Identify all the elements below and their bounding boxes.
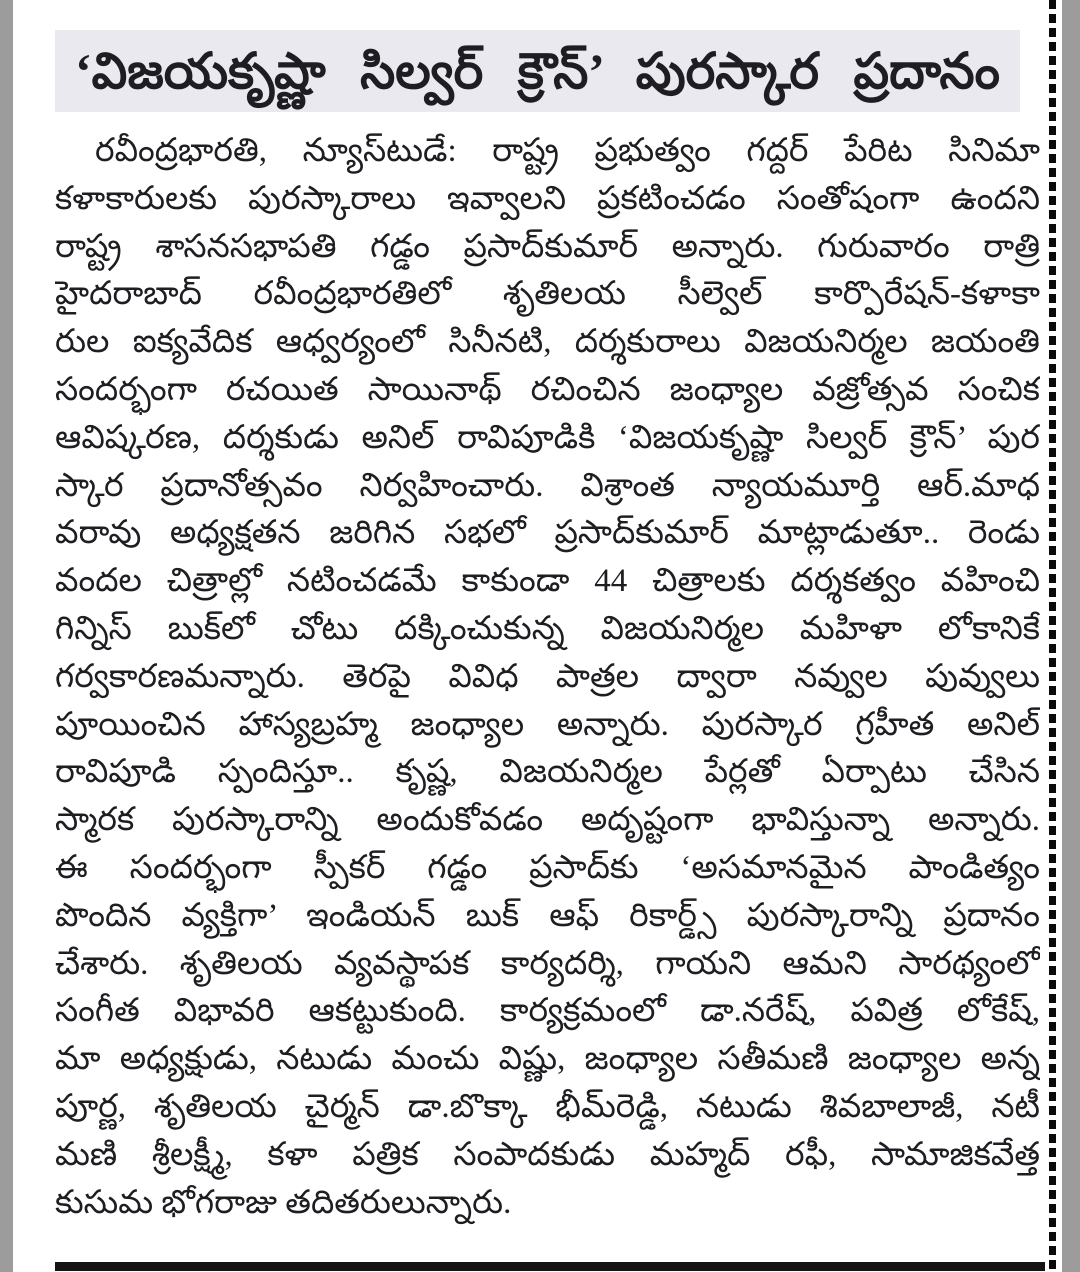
body-line: వరావు అధ్యక్షతన జరిగిన సభలో ప్రసాద్‌కుమార్ మాట్లాడుతూ.. రెండు bbox=[55, 515, 1040, 552]
body-line: ఆవిష్కరణ, దర్శకుడు అనిల్ రావిపూడికి ‘విజయకృష్ణా సిల్వర్ క్రౌన్’ పుర bbox=[55, 419, 1040, 456]
column-dashed-separator bbox=[1049, 0, 1056, 1272]
body-line: పొందిన వ్యక్తిగా’ ఇండియన్ బుక్ ఆఫ్ రికార్డ్స్ పురస్కారాన్ని ప్రదానం bbox=[55, 897, 1040, 934]
body-line: చేశారు. శృతిలయ వ్యవస్థాపక కార్యదర్శి, గాయని ఆమని సారథ్యంలో bbox=[55, 945, 1040, 982]
headline-box bbox=[55, 30, 1020, 112]
body-line: సంగీత విభావరి ఆకట్టుకుంది. కార్యక్రమంలో డా.నరేష్, పవిత్ర లోకేష్, bbox=[55, 993, 1040, 1030]
body-line: మా అధ్యక్షుడు, నటుడు మంచు విష్ణు, జంధ్యాల సతీమణి జంధ్యాల అన్న bbox=[55, 1041, 1040, 1078]
body-line: పూయించిన హాస్యబ్రహ్మ జంధ్యాల అన్నారు. పురస్కార గ్రహీత అనిల్ bbox=[55, 706, 1040, 743]
headline: ‘విజయకృష్ణా సిల్వర్ క్రౌన్’ పురస్కార ప్రదానం bbox=[75, 43, 1000, 99]
scan-edge-right bbox=[1062, 0, 1080, 1272]
body-line: సందర్భంగా రచయిత సాయినాథ్ రచించిన జంధ్యాల వజ్రోత్సవ సంచిక bbox=[55, 371, 1040, 408]
bottom-rule bbox=[55, 1262, 1045, 1271]
body-line: గర్వకారణమన్నారు. తెరపై వివిధ పాత్రల ద్వారా నవ్వుల పువ్వులు bbox=[55, 658, 1040, 695]
body-line: కళాకారులకు పురస్కారాలు ఇవ్వాలని ప్రకటించడం సంతోషంగా ఉందని bbox=[55, 180, 1040, 217]
body-line: స్మారక పురస్కారాన్ని అందుకోవడం అదృష్టంగా భావిస్తున్నా అన్నారు. bbox=[55, 802, 1040, 839]
body-line: రుల ఐక్యవేదిక ఆధ్వర్యంలో సినీనటి, దర్శకురాలు విజయనిర్మల జయంతి bbox=[55, 324, 1040, 361]
scan-edge-left bbox=[0, 0, 13, 1272]
body-line: వందల చిత్రాల్లో నటించడమే కాకుండా 44 చిత్రాలకు దర్శకత్వం వహించి bbox=[55, 563, 1040, 600]
body-line: స్కార ప్రదానోత్సవం నిర్వహించారు. విశ్రాంత న్యాయమూర్తి ఆర్.మాధ bbox=[55, 467, 1040, 504]
body-line: గిన్నిస్ బుక్‌లో చోటు దక్కించుకున్న విజయనిర్మల మహిళా లోకానికే bbox=[55, 610, 1040, 647]
article-body bbox=[55, 128, 1040, 1227]
body-line: హైదరాబాద్ రవీంద్రభారతిలో శృతిలయ సీల్వెల్ కార్పొరేషన్-కళాకా bbox=[55, 276, 1040, 313]
body-line: పూర్ణ, శృతిలయ చైర్మన్ డా.బొక్కా భీమ్‌రెడ్డి, నటుడు శివబాలాజీ, నటీ bbox=[55, 1088, 1040, 1125]
body-line: ఈ సందర్భంగా స్పీకర్ గడ్డం ప్రసాద్‌కు ‘అసమానమైన పాండిత్యం bbox=[55, 849, 1040, 886]
body-line: మణి శ్రీలక్ష్మీ, కళా పత్రిక సంపాదకుడు మహ్మద్ రఫీ, సామాజికవేత్త bbox=[55, 1136, 1040, 1173]
body-line: రాష్ట్ర శాసనసభాపతి గడ్డం ప్రసాద్‌కుమార్ అన్నారు. గురువారం రాత్రి bbox=[55, 228, 1040, 265]
body-line: రవీంద్రభారతి, న్యూస్‌టుడే: రాష్ట్ర ప్రభుత్వం గద్దర్ పేరిట సినిమా bbox=[95, 133, 1040, 169]
body-line: కుసుమ భోగరాజు తదితరులున్నారు. bbox=[55, 1184, 512, 1221]
body-line: రావిపూడి స్పందిస్తూ.. కృష్ణ, విజయనిర్మల పేర్లతో ఏర్పాటు చేసిన bbox=[55, 754, 1040, 791]
